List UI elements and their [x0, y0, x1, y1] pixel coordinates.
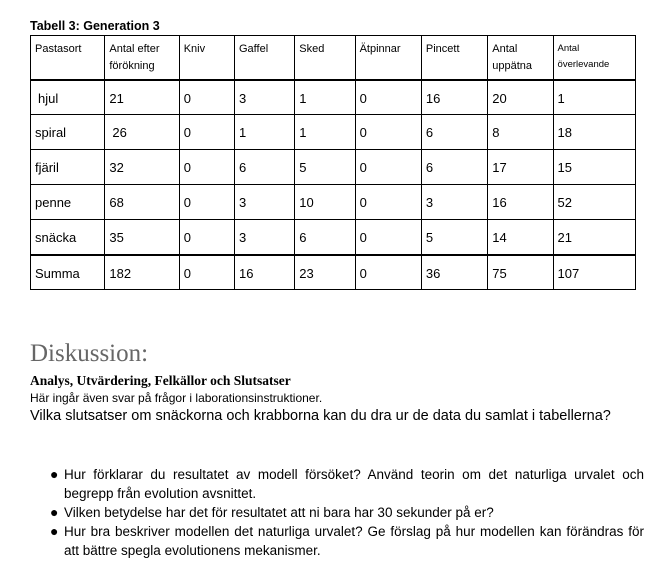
- table-cell: 5: [421, 220, 487, 255]
- table-cell: 0: [179, 185, 234, 220]
- table-sum-row: [31, 255, 636, 290]
- table-cell: 32: [105, 150, 179, 185]
- table-row: [31, 185, 636, 220]
- table-cell: 5: [295, 150, 355, 185]
- column-header: Antal efter förökning: [105, 36, 179, 80]
- table-cell: 3: [234, 220, 294, 255]
- instruction-note: Här ingår även svar på frågor i laborationsinstruktioner.: [30, 391, 323, 405]
- table-cell: 68: [105, 185, 179, 220]
- table-row: [31, 80, 636, 115]
- table-cell: 0: [179, 115, 234, 150]
- table-cell: 182: [105, 255, 179, 290]
- table-cell: 36: [421, 255, 487, 290]
- table-cell: snäcka: [31, 220, 105, 255]
- table-cell: 0: [179, 220, 234, 255]
- table-cell: penne: [31, 185, 105, 220]
- table-cell: 21: [553, 220, 635, 255]
- table-cell: 1: [234, 115, 294, 150]
- table-cell: 3: [421, 185, 487, 220]
- column-header: Ätpinnar: [355, 36, 421, 80]
- table-row: [31, 115, 636, 150]
- discussion-subheading: Analys, Utvärdering, Felkällor och Slutsatser: [30, 373, 291, 388]
- table-cell: 0: [355, 220, 421, 255]
- list-item-text: Vilken betydelse har det för resultatet att ni bara har 30 sekunder på er?: [64, 505, 494, 520]
- column-header: Gaffel: [234, 36, 294, 80]
- table-cell: 0: [179, 80, 234, 115]
- table-cell: spiral: [31, 115, 105, 150]
- bullet-icon: ●: [50, 466, 59, 482]
- table-caption: Tabell 3: Generation 3: [30, 19, 160, 33]
- table-cell: 16: [234, 255, 294, 290]
- table-cell: 52: [553, 185, 635, 220]
- list-item-text: Hur förklarar du resultatet av modell försöket? Använd teorin om det naturliga urvalet och begrepp från evolution avsnittet.: [64, 467, 644, 501]
- table-cell: 0: [355, 115, 421, 150]
- table-cell: Summa: [31, 255, 105, 290]
- table-cell: 20: [488, 80, 553, 115]
- table-cell: 6: [295, 220, 355, 255]
- table-cell: 35: [105, 220, 179, 255]
- table-cell: 75: [488, 255, 553, 290]
- table-cell: 1: [295, 80, 355, 115]
- list-item: [50, 522, 644, 560]
- list-item: [50, 465, 644, 503]
- table-cell: 6: [234, 150, 294, 185]
- table-cell: 0: [355, 150, 421, 185]
- table-cell: 0: [355, 80, 421, 115]
- table-cell: 107: [553, 255, 635, 290]
- table-cell: 16: [488, 185, 553, 220]
- main-question: Vilka slutsatser om snäckorna och krabborna kan du dra ur de data du samlat i tabellerna?: [30, 408, 611, 424]
- table-cell: 10: [295, 185, 355, 220]
- table-cell: 0: [355, 255, 421, 290]
- table-cell: 0: [179, 255, 234, 290]
- table-cell: 21: [105, 80, 179, 115]
- column-header: Sked: [295, 36, 355, 80]
- table-cell: 1: [553, 80, 635, 115]
- table-cell: 14: [488, 220, 553, 255]
- table-header-row: [31, 36, 636, 80]
- table-cell: 15: [553, 150, 635, 185]
- table-cell: 1: [295, 115, 355, 150]
- column-header: Antal uppätna: [488, 36, 553, 80]
- table-cell: 6: [421, 115, 487, 150]
- column-header: Pastasort: [31, 36, 105, 80]
- column-header: Antal överlevande: [553, 36, 635, 80]
- column-header: Kniv: [179, 36, 234, 80]
- table-cell: 18: [553, 115, 635, 150]
- table-cell: 0: [179, 150, 234, 185]
- table-cell: 6: [421, 150, 487, 185]
- discussion-heading: Diskussion:: [30, 340, 149, 367]
- table-cell: 3: [234, 80, 294, 115]
- table-cell: fjäril: [31, 150, 105, 185]
- bullet-icon: ●: [50, 523, 59, 539]
- list-item: [50, 503, 644, 522]
- table-row: [31, 150, 636, 185]
- table-cell: hjul: [31, 80, 105, 115]
- question-list: [50, 465, 644, 560]
- table-cell: 16: [421, 80, 487, 115]
- table-cell: 23: [295, 255, 355, 290]
- bullet-icon: ●: [50, 504, 59, 520]
- data-table: [30, 35, 636, 290]
- list-item-text: Hur bra beskriver modellen det naturliga urvalet? Ge förslag på hur modellen kan förändras för att bättre spegla evolutionens mekanismer.: [64, 524, 644, 558]
- table-row: [31, 220, 636, 255]
- column-header: Pincett: [421, 36, 487, 80]
- table-cell: 26: [105, 115, 179, 150]
- table-cell: 3: [234, 185, 294, 220]
- table-cell: 8: [488, 115, 553, 150]
- table-cell: 17: [488, 150, 553, 185]
- table-cell: 0: [355, 185, 421, 220]
